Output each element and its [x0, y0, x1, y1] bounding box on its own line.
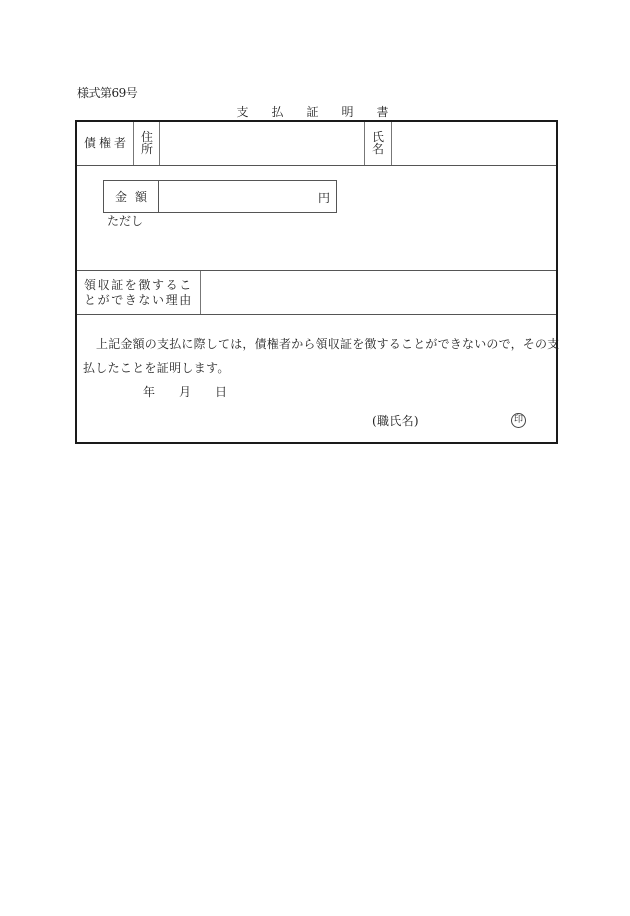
note-field[interactable] — [147, 214, 547, 264]
amount-label: 金額 — [104, 181, 159, 212]
title-char: 証 — [306, 105, 319, 119]
certification-statement-line2: 払したことを証明します。 — [83, 361, 230, 375]
name-field[interactable] — [392, 122, 556, 165]
date-day-label: 日 — [215, 385, 228, 399]
title-char: 払 — [271, 105, 284, 119]
date-year-label: 年 — [143, 385, 156, 399]
certification-statement-line1: 上記金額の支払に際しては，債権者から領収証を徴することができないので，その支 — [96, 337, 560, 351]
divider — [133, 122, 134, 165]
payment-certificate-form — [75, 120, 558, 444]
document-title — [236, 103, 389, 120]
amount-box — [103, 180, 337, 213]
name-label: 氏 名 — [371, 130, 384, 156]
title-char: 支 — [236, 105, 249, 119]
reason-field[interactable] — [201, 271, 556, 314]
title-name-label: (職氏名) — [372, 414, 419, 428]
form-number: 様式第69号 — [77, 86, 138, 100]
address-label: 住 所 — [140, 130, 153, 156]
row-divider — [77, 165, 556, 166]
title-char: 明 — [341, 105, 354, 119]
divider — [364, 122, 365, 165]
title-char: 書 — [376, 105, 389, 119]
row-divider — [77, 314, 556, 315]
reason-label: 領収証を徴するこ とができない理由 — [84, 278, 193, 307]
creditor-label: 債権者 — [84, 136, 130, 150]
date-month-label: 月 — [179, 385, 192, 399]
yen-unit: 円 — [317, 191, 330, 205]
amount-field[interactable] — [160, 181, 336, 212]
note-label: ただし — [107, 214, 144, 228]
address-field[interactable] — [160, 122, 364, 165]
seal-icon: 印 — [511, 413, 526, 428]
